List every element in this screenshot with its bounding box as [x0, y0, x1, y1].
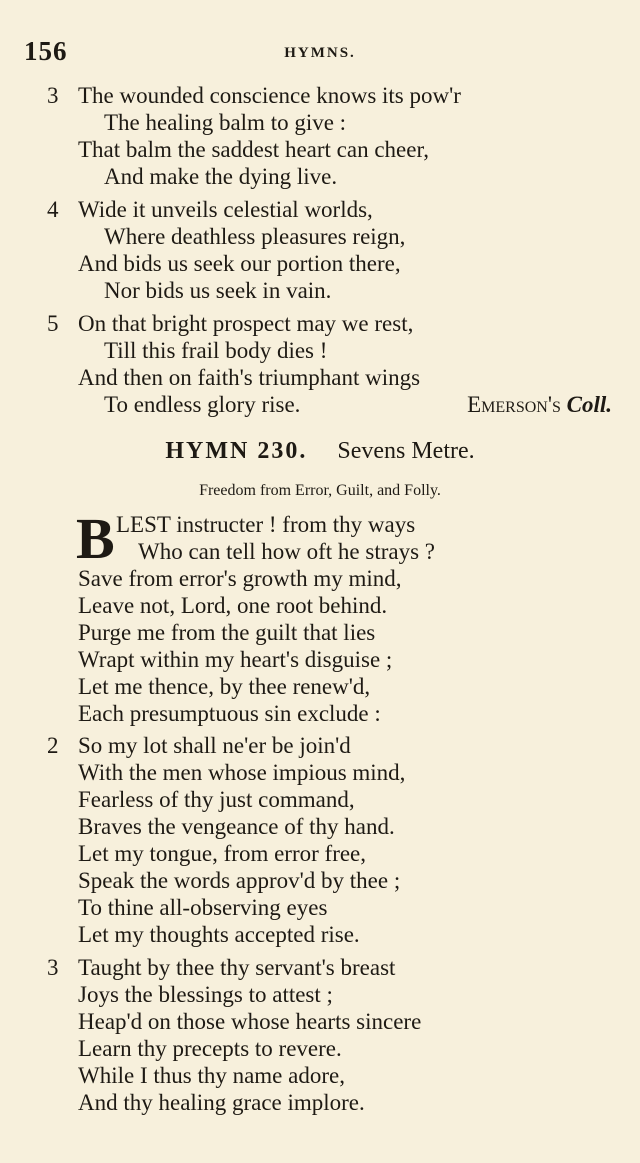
- page-number: 156: [24, 36, 68, 66]
- verse-line: Fearless of thy just command,: [78, 787, 355, 812]
- verse-line: Till this frail body dies !: [104, 338, 328, 363]
- verse-line: Let my tongue, from error free,: [78, 841, 367, 866]
- prev-stanza-3: [0, 82, 640, 190]
- page-header: [0, 36, 640, 70]
- hymn-stanza-2: [0, 732, 640, 948]
- verse-line: Leave not, Lord, one root behind.: [78, 593, 388, 618]
- verse-line: Joys the blessings to attest ;: [78, 982, 333, 1007]
- hymn-heading: [0, 436, 640, 466]
- stanza-number: 2: [47, 733, 59, 758]
- verse-line: Wrapt within my heart's disguise ;: [78, 647, 393, 672]
- verse-line: And then on faith's triumphant wings: [78, 365, 421, 390]
- verse-line: Learn thy precepts to revere.: [78, 1036, 342, 1061]
- prev-stanza-4: [0, 196, 640, 304]
- verse-line: The healing balm to give :: [104, 110, 347, 135]
- attribution-source: Coll.: [566, 392, 612, 417]
- hymn-subtitle: Freedom from Error, Guilt, and Folly.: [199, 482, 441, 499]
- verse-line: LEST instructer ! from thy ways: [116, 512, 416, 537]
- stanza-number: 3: [47, 955, 59, 980]
- verse-line: With the men whose impious mind,: [78, 760, 406, 785]
- hymn-title: HYMN 230.: [165, 438, 308, 464]
- stanza-number: 3: [47, 83, 59, 108]
- drop-cap: B: [76, 506, 115, 571]
- hymn-stanza-3: [0, 954, 640, 1116]
- verse-line: Braves the vengeance of thy hand.: [78, 814, 395, 839]
- verse-line: To endless glory rise.: [104, 392, 301, 417]
- verse-line: Wide it unveils celestial worlds,: [78, 197, 373, 222]
- stanza-number: 4: [47, 197, 59, 222]
- verse-line: On that bright prospect may we rest,: [78, 311, 414, 336]
- attribution: [467, 391, 612, 418]
- verse-line: Save from error's growth my mind,: [78, 566, 402, 591]
- prev-stanza-5: [0, 310, 640, 418]
- verse-line: Each presumptuous sin exclude :: [78, 701, 381, 726]
- verse-line: Let me thence, by thee renew'd,: [78, 674, 371, 699]
- hymn-metre: Sevens Metre.: [337, 438, 475, 464]
- verse-line: Who can tell how oft he strays ?: [138, 539, 435, 564]
- verse-line: And bids us seek our portion there,: [78, 251, 401, 276]
- hymn-stanza-1: [0, 506, 640, 727]
- verse-line: Let my thoughts accepted rise.: [78, 922, 360, 947]
- verse-line: So my lot shall ne'er be join'd: [78, 733, 351, 758]
- verse-line: Taught by thee thy servant's breast: [78, 955, 396, 980]
- running-head: HYMNS.: [284, 45, 356, 61]
- verse-line: And make the dying live.: [104, 164, 338, 189]
- verse-line: Nor bids us seek in vain.: [104, 278, 332, 303]
- verse-line: Speak the words approv'd by thee ;: [78, 868, 401, 893]
- verse-line: Where deathless pleasures reign,: [104, 224, 406, 249]
- verse-line: The wounded conscience knows its pow'r: [78, 83, 461, 108]
- verse-line: That balm the saddest heart can cheer,: [78, 137, 429, 162]
- verse-line: While I thus thy name adore,: [78, 1063, 345, 1088]
- verse-line: Heap'd on those whose hearts sincere: [78, 1009, 422, 1034]
- stanza-number: 5: [47, 311, 59, 336]
- attribution-name: Emerson's: [467, 392, 561, 417]
- verse-line: Purge me from the guilt that lies: [78, 620, 376, 645]
- verse-line: And thy healing grace implore.: [78, 1090, 365, 1115]
- verse-line: To thine all-observing eyes: [78, 895, 328, 920]
